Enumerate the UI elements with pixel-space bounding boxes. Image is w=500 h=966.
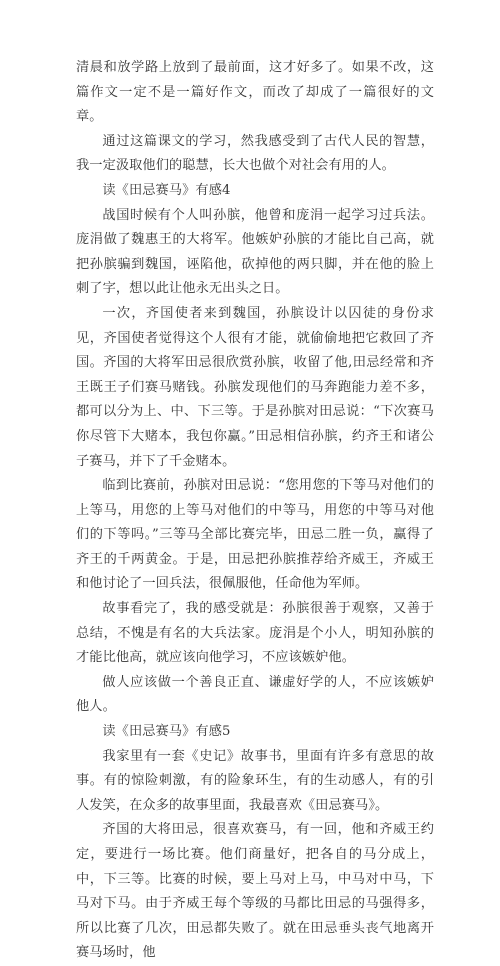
paragraph-conclusion: 通过这篇课文的学习，然我感受到了古代人民的智慧，我一定汲取他们的聪慧，长大也做个对社会有用的人。 [76, 133, 434, 174]
paragraph-book-intro: 我家里有一套《史记》故事书，里面有许多有意思的故事。有的惊险刺激，有的险象环生，有的生动感人，有的引人发笑，在众多的故事里面，我最喜欢《田忌赛马》。 [76, 748, 434, 813]
document-body [76, 56, 434, 966]
paragraph-story-race: 临到比赛前，孙膑对田忌说：“您用您的下等马对他们的上等马，用您的上等马对他们的中等马，用您的中等马对他们的下等吗。”三等马全部比赛完毕，田忌二胜一负，赢得了齐王的千两黄金。于是，田忌把孙膑推荐给齐威王，齐威王和他讨论了一回兵法，很佩服他，任命他为军师。 [76, 478, 434, 592]
paragraph-lesson: 做人应该做一个善良正直、谦虚好学的人，不应该嫉妒他人。 [76, 674, 434, 715]
paragraph-continuation: 清晨和放学路上放到了最前面，这才好多了。如果不改，这篇作文一定不是一篇好作文，而改了却成了一篇很好的文章。 [76, 60, 434, 125]
section-title-5: 读《田忌赛马》有感5 [102, 724, 231, 740]
paragraph-story-intro: 战国时候有个人叫孙膑，他曾和庞涓一起学习过兵法。庞涓做了魏惠王的大将军。他嫉妒孙膑的才能比自己高，就把孙膑骗到魏国，诬陷他，砍掉他的两只脚，并在他的脸上刺了字，想以此让他永无出头之日。 [76, 207, 434, 297]
section-title-4: 读《田忌赛马》有感4 [102, 182, 231, 198]
paragraph-story-rescue: 一次，齐国使者来到魏国，孙膑设计以囚徒的身份求见，齐国使者觉得这个人很有才能，就偷偷地把它救回了齐国。齐国的大将军田忌很欣赏孙膑，收留了他,田忌经常和齐王既王子们赛马赌钱。孙膑发现他们的马奔跑能力差不多，都可以分为上、中、下三等。于是孙膑对田忌说：“下次赛马你尽管下大赌本，我包你赢。”田忌相信孙膑，约齐王和诸公子赛马，并下了千金赌本。 [76, 305, 434, 469]
paragraph-reflection: 故事看完了，我的感受就是：孙膑很善于观察，又善于总结，不愧是有名的大兵法家。庞涓是个小人，明知孙膑的才能比他高，就应该向他学习，不应该嫉妒他。 [76, 601, 434, 666]
paragraph-horse-race: 齐国的大将田忌，很喜欢赛马，有一回，他和齐威王约定，要进行一场比赛。他们商量好，把各自的马分成上，中，下三等。比赛的时候，要上马对上马，中马对中马，下马对下马。由于齐威王每个等级的马都比田忌的马强得多，所以比赛了几次，田忌都失败了。就在田忌垂头丧气地离开赛马场时，他 [76, 822, 434, 961]
